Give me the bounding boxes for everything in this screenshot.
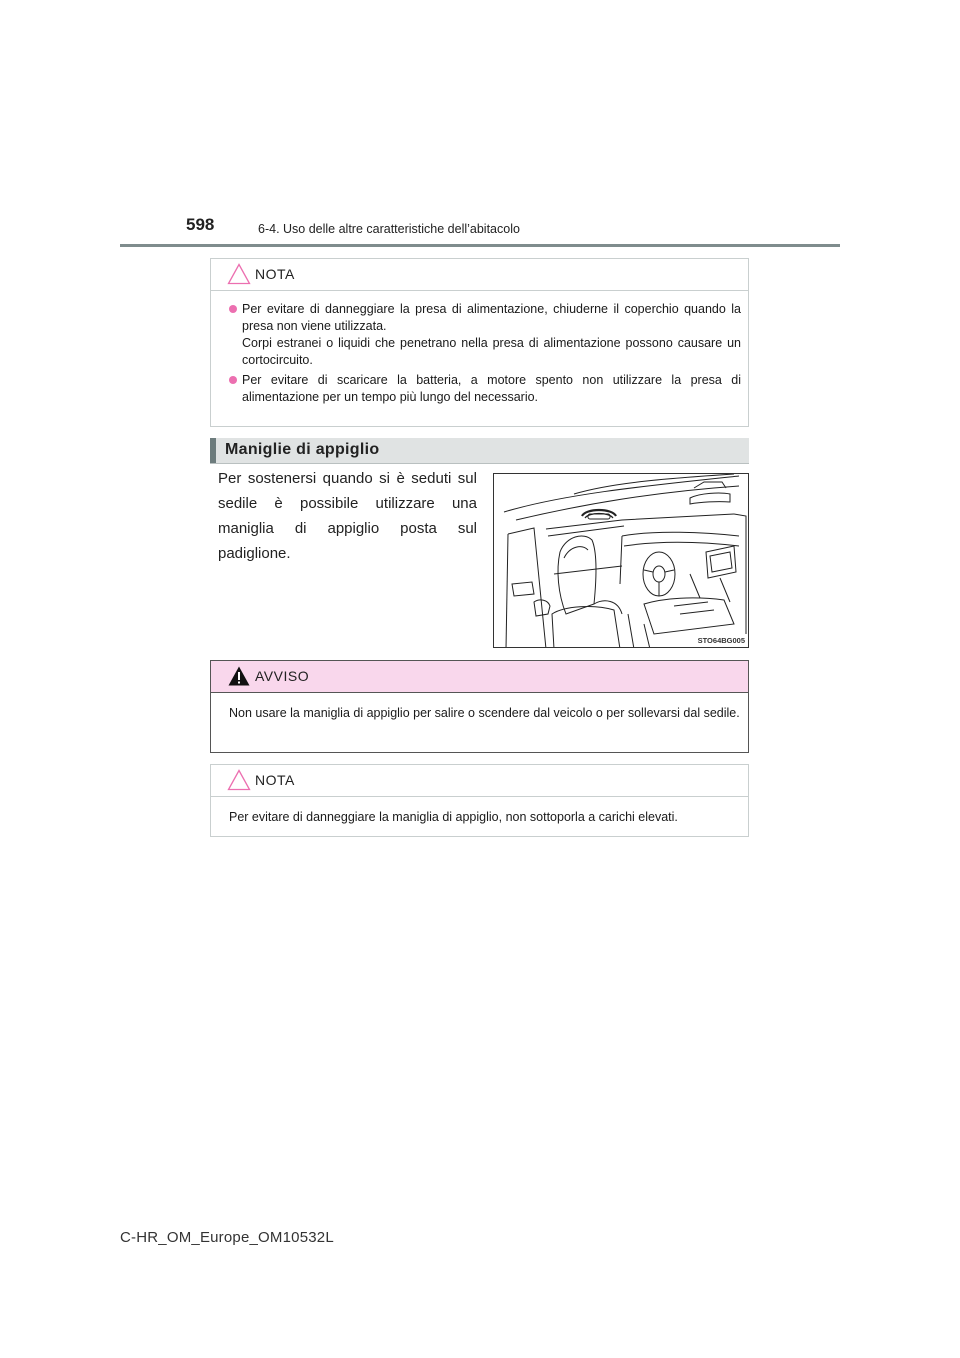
nota-bullet-text: Per evitare di scaricare la batteria, a motore spento non utilizzare la presa di alimentazione per un tempo più lungo del necessario. xyxy=(242,373,741,404)
avviso-text: Non usare la maniglia di appiglio per salire o scendere dal veicolo o per sollevarsi dal sedile. xyxy=(229,706,740,720)
nota-bullet-text: Per evitare di danneggiare la presa di alimentazione, chiuderne il coperchio quando la presa non viene utilizzata. xyxy=(242,302,741,333)
nota-bullet-text: Corpi estranei o liquidi che penetrano nella presa di alimentazione possono causare un cortocircuito. xyxy=(242,336,741,367)
section-heading-bar xyxy=(210,438,216,463)
header-divider xyxy=(120,244,840,247)
nota-header xyxy=(211,259,748,291)
illustration-code: STO64BG005 xyxy=(697,636,745,645)
section-heading xyxy=(210,438,749,464)
grab-handle-drawing xyxy=(494,474,749,648)
warning-triangle-icon xyxy=(227,665,251,687)
nota-box-top xyxy=(210,258,749,427)
nota-text: Per evitare di danneggiare la maniglia di appiglio, non sottoporla a carichi elevati. xyxy=(229,810,678,824)
car-interior-illustration xyxy=(493,473,749,648)
avviso-label: AVVISO xyxy=(255,668,310,684)
nota-label: NOTA xyxy=(255,772,295,788)
chapter-title: 6-4. Uso delle altre caratteristiche dell’abitacolo xyxy=(258,222,520,236)
avviso-box xyxy=(210,660,749,753)
nota-label: NOTA xyxy=(255,266,295,282)
avviso-header xyxy=(211,661,748,693)
caution-triangle-icon xyxy=(227,263,251,285)
bullet-dot-icon xyxy=(229,305,237,313)
nota-header xyxy=(211,765,748,797)
bullet-dot-icon xyxy=(229,376,237,384)
section-body-text: Per sostenersi quando si è seduti sul sedile è possibile utilizzare una maniglia di appiglio posta sul padiglione. xyxy=(218,470,477,562)
nota-box-bottom xyxy=(210,764,749,837)
caution-triangle-icon xyxy=(227,769,251,791)
section-heading-text: Maniglie di appiglio xyxy=(225,441,380,458)
nota-bullet xyxy=(229,372,741,406)
footer-doc-id: C-HR_OM_Europe_OM10532L xyxy=(120,1229,334,1246)
page-number: 598 xyxy=(186,215,215,234)
nota-bullet xyxy=(229,301,741,369)
